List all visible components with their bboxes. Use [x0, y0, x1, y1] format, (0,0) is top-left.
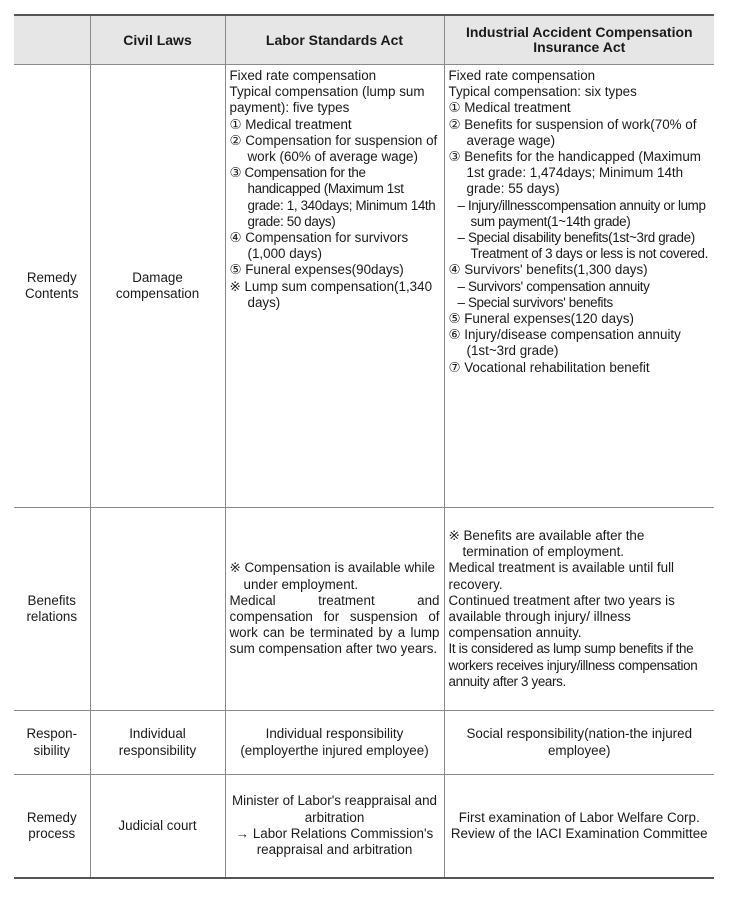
civil-remedy-process: Judicial court [90, 775, 225, 878]
row-label-text: Remedy Contents [24, 269, 79, 301]
lsa-br-note: ※ Compensation is available while under employment. [229, 560, 435, 592]
iaci-rp-line: Review of the IACI Examination Committee [450, 825, 708, 841]
iaci-rc-line: Fixed rate compensation [448, 68, 596, 83]
header-row [14, 15, 714, 65]
lsa-rc-item: ③ Compensation for the handicapped (Maximum 1st grade: 1, 340days; Minimum 14th grade: 50 days) [229, 165, 436, 229]
header-civil-laws: Civil Laws [90, 15, 225, 65]
iaci-rc-item: ② Benefits for suspension of work(70% of average wage) [448, 116, 697, 148]
iaci-rc-item: ⑦ Vocational rehabilitation benefit [448, 359, 650, 375]
iaci-br-text: Continued treatment after two years is available through injury/ illness compensation annuity. [448, 592, 675, 641]
iaci-br-text: It is considered as lump sump benefits if the workers receives injury/illness compensation annuity after 3 years. [448, 641, 698, 689]
iaci-br-note: ※ Benefits are available after the termination of employment. [448, 527, 645, 560]
row-remedy-contents [14, 65, 714, 508]
iaci-remedy-process [444, 775, 714, 878]
row-label-benefits-relations: Benefits relations [14, 508, 90, 711]
iaci-rc-line: Typical compensation: six types [448, 84, 637, 100]
iaci-rc-item: ④ Survivors' benefits(1,300 days) [448, 262, 648, 278]
row-benefits-relations [14, 508, 714, 711]
iaci-rp-line: First examination of Labor Welfare Corp. [458, 809, 700, 825]
lsa-rc-line: Typical compensation (lump sum payment): five types [229, 84, 425, 116]
iaci-rc-subitem: – Survivors' compensation annuity [457, 278, 650, 294]
iaci-rc-subitem: – Injury/illnesscompensation annuity or lump sum payment(1~14th grade) [457, 197, 706, 229]
iaci-responsibility: Social responsibility(nation-the injured employee) [444, 711, 714, 775]
comparison-table-container [14, 14, 714, 879]
iaci-rc-subitem: – Special survivors' benefits [457, 294, 613, 310]
civil-benefits-relations [90, 508, 225, 711]
row-label-remedy-contents [14, 65, 90, 508]
lsa-rc-item: ※ Lump sum compensation(1,340 days) [229, 278, 433, 310]
iaci-remedy-contents [444, 65, 714, 508]
lsa-br-text: Medical treatment and compensation for suspension of work can be terminated by a lump sum compensation after two years. [229, 592, 440, 657]
row-remedy-process [14, 775, 714, 878]
iaci-benefits-relations [444, 508, 714, 711]
iaci-br-text: Medical treatment is available until full recovery. [448, 560, 675, 592]
header-iaci-act: Industrial Accident Compensation Insurance Act [444, 15, 714, 65]
iaci-rc-item: ① Medical treatment [448, 100, 571, 116]
row-label-responsibility: Respon- sibility [14, 711, 90, 775]
lsa-rc-item: ② Compensation for suspension of work (60% of average wage) [229, 132, 438, 165]
header-empty [14, 15, 90, 65]
row-responsibility [14, 711, 714, 775]
lsa-remedy-contents [225, 65, 444, 508]
civil-remedy-contents: Damage compensation [90, 65, 225, 508]
lsa-rc-item: ④ Compensation for survivors (1,000 days) [229, 230, 409, 262]
iaci-rc-item: ⑥ Injury/disease compensation annuity (1st~3rd grade) [448, 327, 681, 359]
row-label-remedy-process: Remedy process [14, 775, 90, 878]
lsa-remedy-process [225, 775, 444, 878]
civil-responsibility: Individual responsibility [90, 711, 225, 775]
lsa-rc-item: ⑤ Funeral expenses(90days) [229, 262, 404, 278]
iaci-rc-item: ⑤ Funeral expenses(120 days) [448, 311, 634, 327]
lsa-rc-line: Fixed rate compensation [229, 68, 377, 83]
lsa-benefits-relations [225, 508, 444, 711]
lsa-rp-line: Minister of Labor's reappraisal and arbitration [231, 793, 437, 825]
iaci-rc-subitem: – Special disability benefits(1st~3rd grade) Treatment of 3 days or less is not covered. [457, 230, 709, 262]
lsa-rc-item: ① Medical treatment [229, 116, 352, 132]
iaci-rc-item: ③ Benefits for the handicapped (Maximum 1st grade: 1,474days; Minimum 14th grade: 55 days) [448, 149, 701, 197]
lsa-rp-line: → Labor Relations Commission's reappraisal and arbitration [235, 825, 434, 857]
lsa-responsibility: Individual responsibility (employerthe injured employee) [225, 711, 444, 775]
header-labor-standards-act: Labor Standards Act [225, 15, 444, 65]
comparison-table [14, 14, 714, 879]
